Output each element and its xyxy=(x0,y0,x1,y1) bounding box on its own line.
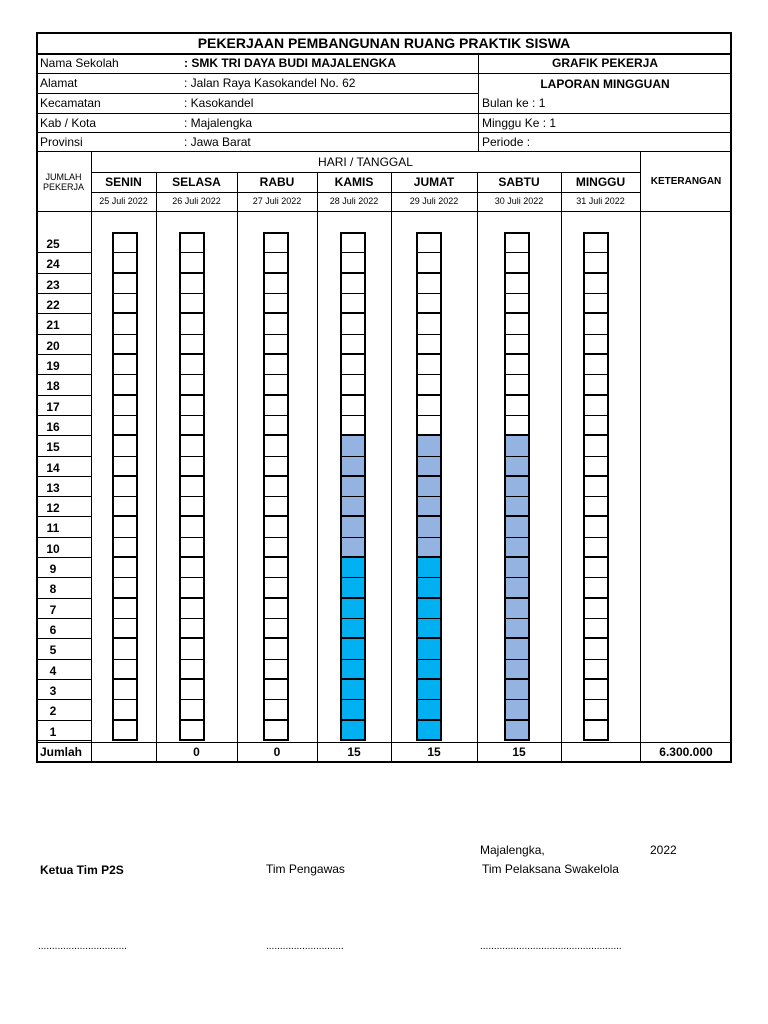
row-tick xyxy=(36,374,91,375)
bar-cell xyxy=(340,456,366,477)
bar-cell xyxy=(583,720,609,741)
row-tick xyxy=(36,537,91,538)
row-number: 22 xyxy=(46,297,60,312)
bar-cell xyxy=(179,659,205,680)
bar-cell xyxy=(263,720,289,741)
label-provinsi: Provinsi xyxy=(40,135,83,149)
bar-cell xyxy=(340,273,366,294)
bar-cell xyxy=(583,598,609,619)
bar-cell xyxy=(340,699,366,720)
bar-cell xyxy=(340,516,366,537)
bar-cell xyxy=(416,537,442,558)
divider xyxy=(237,172,238,762)
bar-cell xyxy=(112,232,138,253)
label-kecamatan: Kecamatan xyxy=(40,96,101,110)
bar-cell xyxy=(179,638,205,659)
day-name: KAMIS xyxy=(334,175,374,189)
bar-cell xyxy=(112,313,138,334)
bar-cell xyxy=(416,618,442,639)
bulan-ke: Bulan ke : 1 xyxy=(482,96,546,110)
row-tick xyxy=(36,659,91,660)
row-number: 25 xyxy=(46,237,60,251)
grafik-pekerja-title: GRAFIK PEKERJA xyxy=(551,56,658,70)
bar-cell xyxy=(340,496,366,517)
day-total: 0 xyxy=(193,745,200,759)
value-provinsi: : Jawa Barat xyxy=(184,135,251,149)
bar-cell xyxy=(340,313,366,334)
bar-cell xyxy=(179,720,205,741)
bar-cell xyxy=(112,659,138,680)
day-total: 0 xyxy=(273,745,281,759)
day-name: JUMAT xyxy=(413,175,455,189)
row-number: 3 xyxy=(49,684,57,699)
bar-cell xyxy=(263,598,289,619)
bar-cell xyxy=(583,679,609,700)
bar-cell xyxy=(263,273,289,294)
bar-cell xyxy=(263,496,289,517)
bar-cell xyxy=(583,476,609,497)
bar-cell xyxy=(263,699,289,720)
day-date: 25 Juli 2022 xyxy=(99,196,148,206)
bar-cell xyxy=(179,476,205,497)
divider xyxy=(391,172,392,762)
row-number: 9 xyxy=(49,562,57,577)
bar-cell xyxy=(583,293,609,314)
row-tick xyxy=(36,415,91,416)
bar-cell xyxy=(112,516,138,537)
divider xyxy=(91,151,92,762)
label-nama-sekolah: Nama Sekolah xyxy=(40,56,119,70)
bar-cell xyxy=(416,435,442,456)
bar-cell xyxy=(263,516,289,537)
bar-cell xyxy=(583,618,609,639)
bar-cell xyxy=(263,456,289,477)
bar-cell xyxy=(179,537,205,558)
bar-cell xyxy=(112,334,138,355)
row-tick xyxy=(36,577,91,578)
bar-cell xyxy=(112,456,138,477)
row-tick xyxy=(36,699,91,700)
bar-cell xyxy=(504,618,530,639)
bar-cell xyxy=(263,252,289,273)
bar-cell xyxy=(179,293,205,314)
divider xyxy=(36,211,732,212)
row-number: 8 xyxy=(49,582,57,597)
bar-cell xyxy=(340,679,366,700)
divider xyxy=(36,113,732,114)
row-tick xyxy=(36,456,91,457)
bar-cell xyxy=(263,679,289,700)
day-total: 15 xyxy=(427,745,441,759)
row-number: 7 xyxy=(49,602,57,617)
divider xyxy=(36,132,732,133)
bar-cell xyxy=(416,638,442,659)
bar-cell xyxy=(416,720,442,741)
row-number: 16 xyxy=(46,419,60,434)
minggu-ke: Minggu Ke : 1 xyxy=(482,116,557,130)
divider xyxy=(561,172,562,762)
bar-cell xyxy=(416,252,442,273)
bar-cell xyxy=(504,598,530,619)
row-number: 23 xyxy=(46,277,60,292)
label-alamat: Alamat xyxy=(40,76,78,90)
footer-signature-line-1: ................................ xyxy=(38,941,127,952)
bar-cell xyxy=(263,313,289,334)
frame-bottom xyxy=(36,761,732,763)
bar-cell xyxy=(416,679,442,700)
laporan-mingguan-title: LAPORAN MINGGUAN xyxy=(540,77,670,91)
row-tick xyxy=(36,334,91,335)
day-date: 30 Juli 2022 xyxy=(494,196,544,206)
bar-cell xyxy=(416,293,442,314)
bar-cell xyxy=(504,252,530,273)
jumlah-pekerja-header: JUMLAH xyxy=(45,172,82,182)
bar-cell xyxy=(340,354,366,375)
bar-cell xyxy=(112,537,138,558)
bar-cell xyxy=(263,293,289,314)
bar-cell xyxy=(416,374,442,395)
bar-cell xyxy=(263,537,289,558)
bar-cell xyxy=(112,354,138,375)
periode: Periode : xyxy=(482,135,531,149)
hari-tanggal-header: HARI / TANGGAL xyxy=(318,155,413,169)
row-tick xyxy=(36,313,91,314)
frame-top xyxy=(36,32,732,34)
divider xyxy=(36,93,479,94)
bar-cell xyxy=(179,456,205,477)
bar-cell xyxy=(583,354,609,375)
day-name: SELASA xyxy=(172,175,221,189)
day-name: RABU xyxy=(259,175,295,189)
bar-cell xyxy=(504,659,530,680)
bar-cell xyxy=(263,618,289,639)
row-tick xyxy=(36,435,91,436)
day-total: 15 xyxy=(512,745,526,759)
bar-cell xyxy=(416,496,442,517)
bar-cell xyxy=(340,537,366,558)
bar-cell xyxy=(179,618,205,639)
bar-cell xyxy=(263,638,289,659)
row-number: 5 xyxy=(49,643,57,658)
label-kab-kota: Kab / Kota xyxy=(40,116,97,130)
bar-cell xyxy=(416,415,442,436)
row-tick xyxy=(36,395,91,396)
bar-cell xyxy=(112,435,138,456)
bar-cell xyxy=(340,577,366,598)
bar-cell xyxy=(416,395,442,416)
bar-cell xyxy=(112,293,138,314)
bar-cell xyxy=(263,476,289,497)
row-tick xyxy=(36,557,91,558)
value-kab-kota: : Majalengka xyxy=(184,116,253,130)
frame-right xyxy=(730,32,732,762)
day-name: SABTU xyxy=(498,175,540,189)
row-number: 24 xyxy=(46,257,60,272)
bar-cell xyxy=(583,557,609,578)
row-number: 10 xyxy=(46,541,60,556)
bar-cell xyxy=(504,456,530,477)
bar-cell xyxy=(583,232,609,253)
bar-cell xyxy=(416,598,442,619)
divider xyxy=(477,172,478,762)
bar-cell xyxy=(416,232,442,253)
footer-pelaksana: Tim Pelaksana Swakelola xyxy=(482,862,619,876)
bar-cell xyxy=(179,334,205,355)
bar-cell xyxy=(263,334,289,355)
bar-cell xyxy=(504,395,530,416)
bar-cell xyxy=(583,374,609,395)
bar-cell xyxy=(504,435,530,456)
day-name: MINGGU xyxy=(575,175,626,189)
bar-cell xyxy=(416,659,442,680)
row-tick xyxy=(36,273,91,274)
bar-cell xyxy=(179,232,205,253)
bar-cell xyxy=(179,313,205,334)
bar-cell xyxy=(583,456,609,477)
footer-signature-line-3: ................................................... xyxy=(480,941,622,952)
bar-cell xyxy=(504,720,530,741)
row-tick xyxy=(36,252,91,253)
bar-cell xyxy=(583,435,609,456)
bar-cell xyxy=(340,659,366,680)
bar-cell xyxy=(416,699,442,720)
bar-cell xyxy=(583,252,609,273)
bar-cell xyxy=(416,334,442,355)
bar-cell xyxy=(583,659,609,680)
bar-cell xyxy=(179,415,205,436)
bar-cell xyxy=(416,476,442,497)
bar-cell xyxy=(179,354,205,375)
bar-cell xyxy=(504,496,530,517)
bar-cell xyxy=(340,720,366,741)
bar-cell xyxy=(416,273,442,294)
bar-cell xyxy=(504,415,530,436)
bar-cell xyxy=(179,435,205,456)
bar-cell xyxy=(340,638,366,659)
row-number: 18 xyxy=(46,379,60,394)
bar-cell xyxy=(112,415,138,436)
bar-cell xyxy=(416,313,442,334)
bar-cell xyxy=(112,374,138,395)
bar-cell xyxy=(179,496,205,517)
bar-cell xyxy=(179,273,205,294)
bar-cell xyxy=(583,699,609,720)
page-title: PEKERJAAN PEMBANGUNAN RUANG PRAKTIK SISWA xyxy=(197,35,571,51)
bar-cell xyxy=(583,496,609,517)
day-date: 29 Juli 2022 xyxy=(409,196,459,206)
bar-cell xyxy=(263,435,289,456)
bar-cell xyxy=(112,252,138,273)
row-number: 1 xyxy=(49,724,57,739)
bar-cell xyxy=(179,374,205,395)
bar-cell xyxy=(112,679,138,700)
bar-cell xyxy=(504,354,530,375)
bar-cell xyxy=(263,415,289,436)
bar-cell xyxy=(504,638,530,659)
bar-cell xyxy=(340,395,366,416)
bar-cell xyxy=(504,476,530,497)
row-number: 6 xyxy=(49,623,57,638)
bar-cell xyxy=(583,638,609,659)
bar-cell xyxy=(504,374,530,395)
bar-cell xyxy=(504,537,530,558)
bar-cell xyxy=(340,618,366,639)
bar-cell xyxy=(112,273,138,294)
divider xyxy=(156,172,157,762)
bar-cell xyxy=(340,557,366,578)
row-number: 19 xyxy=(46,358,60,373)
jumlah-pekerja-header-2: PEKERJA xyxy=(42,182,84,192)
bar-cell xyxy=(340,415,366,436)
footer-signature-line-2: ............................ xyxy=(266,941,344,952)
divider xyxy=(36,151,732,152)
bar-cell xyxy=(416,456,442,477)
value-nama-sekolah: : SMK TRI DAYA BUDI MAJALENGKA xyxy=(184,56,397,70)
bar-cell xyxy=(112,699,138,720)
bar-cell xyxy=(179,252,205,273)
footer-pengawas: Tim Pengawas xyxy=(266,862,345,876)
bar-cell xyxy=(583,415,609,436)
bar-cell xyxy=(340,598,366,619)
bar-cell xyxy=(504,293,530,314)
day-date: 28 Juli 2022 xyxy=(329,196,379,206)
row-number: 20 xyxy=(46,338,60,353)
bar-cell xyxy=(112,720,138,741)
bar-cell xyxy=(340,476,366,497)
bar-cell xyxy=(504,557,530,578)
bar-cell xyxy=(263,374,289,395)
row-tick xyxy=(36,598,91,599)
row-tick xyxy=(36,516,91,517)
bar-cell xyxy=(504,313,530,334)
bar-cell xyxy=(263,577,289,598)
bar-cell xyxy=(112,598,138,619)
bar-cell xyxy=(179,598,205,619)
keterangan-header: KETERANGAN xyxy=(650,176,722,187)
bar-cell xyxy=(179,557,205,578)
bar-cell xyxy=(504,699,530,720)
bar-cell xyxy=(112,476,138,497)
bar-cell xyxy=(583,395,609,416)
jumlah-label: Jumlah xyxy=(40,745,83,759)
value-alamat: : Jalan Raya Kasokandel No. 62 xyxy=(184,76,356,90)
bar-cell xyxy=(263,232,289,253)
bar-cell xyxy=(416,577,442,598)
bar-cell xyxy=(416,557,442,578)
row-number: 4 xyxy=(49,663,57,678)
bar-cell xyxy=(340,232,366,253)
bar-cell xyxy=(340,293,366,314)
bar-cell xyxy=(583,577,609,598)
row-tick xyxy=(36,638,91,639)
bar-cell xyxy=(416,516,442,537)
bar-cell xyxy=(583,537,609,558)
bar-cell xyxy=(583,313,609,334)
bar-cell xyxy=(583,334,609,355)
bar-cell xyxy=(340,252,366,273)
row-tick xyxy=(36,618,91,619)
row-number: 13 xyxy=(46,480,60,495)
bar-cell xyxy=(340,374,366,395)
divider xyxy=(36,53,732,55)
bar-cell xyxy=(504,577,530,598)
row-number: 21 xyxy=(46,318,60,333)
bar-cell xyxy=(179,679,205,700)
bar-cell xyxy=(416,354,442,375)
bar-cell xyxy=(179,699,205,720)
row-tick xyxy=(36,720,91,721)
row-number: 17 xyxy=(46,399,60,414)
bar-cell xyxy=(112,496,138,517)
divider xyxy=(36,73,732,74)
row-tick xyxy=(36,476,91,477)
day-name: SENIN xyxy=(105,175,142,189)
footer-year: 2022 xyxy=(650,843,677,857)
divider xyxy=(36,742,732,743)
day-total: 15 xyxy=(347,745,361,759)
bar-cell xyxy=(112,618,138,639)
day-date: 27 Juli 2022 xyxy=(252,196,302,206)
day-date: 31 Juli 2022 xyxy=(576,196,625,206)
divider xyxy=(91,192,640,193)
bar-cell xyxy=(263,354,289,375)
footer-ketua: Ketua Tim P2S xyxy=(40,863,124,877)
bar-cell xyxy=(112,395,138,416)
row-number: 12 xyxy=(46,501,60,516)
bar-cell xyxy=(340,435,366,456)
row-tick xyxy=(36,496,91,497)
bar-cell xyxy=(504,334,530,355)
keterangan-total: 6.300.000 xyxy=(659,745,713,759)
row-number: 15 xyxy=(46,440,60,455)
divider xyxy=(91,172,640,173)
bar-cell xyxy=(263,395,289,416)
bar-cell xyxy=(504,679,530,700)
row-tick xyxy=(36,679,91,680)
bar-cell xyxy=(263,557,289,578)
bar-cell xyxy=(583,273,609,294)
value-kecamatan: : Kasokandel xyxy=(184,96,254,110)
day-date: 26 Juli 2022 xyxy=(172,196,221,206)
bar-cell xyxy=(112,638,138,659)
row-tick xyxy=(36,740,91,741)
bar-cell xyxy=(179,516,205,537)
bar-cell xyxy=(112,577,138,598)
divider xyxy=(317,172,318,762)
bar-cell xyxy=(263,659,289,680)
bar-cell xyxy=(504,516,530,537)
bar-cell xyxy=(179,577,205,598)
bar-cell xyxy=(504,232,530,253)
row-number: 2 xyxy=(49,704,57,719)
footer-place: Majalengka, xyxy=(480,843,545,857)
row-number: 14 xyxy=(46,460,60,475)
bar-cell xyxy=(179,395,205,416)
bar-cell xyxy=(504,273,530,294)
bar-cell xyxy=(340,334,366,355)
row-tick xyxy=(36,293,91,294)
bar-cell xyxy=(583,516,609,537)
bar-cell xyxy=(112,557,138,578)
row-tick xyxy=(36,354,91,355)
row-number: 11 xyxy=(46,521,60,536)
divider xyxy=(640,151,641,762)
